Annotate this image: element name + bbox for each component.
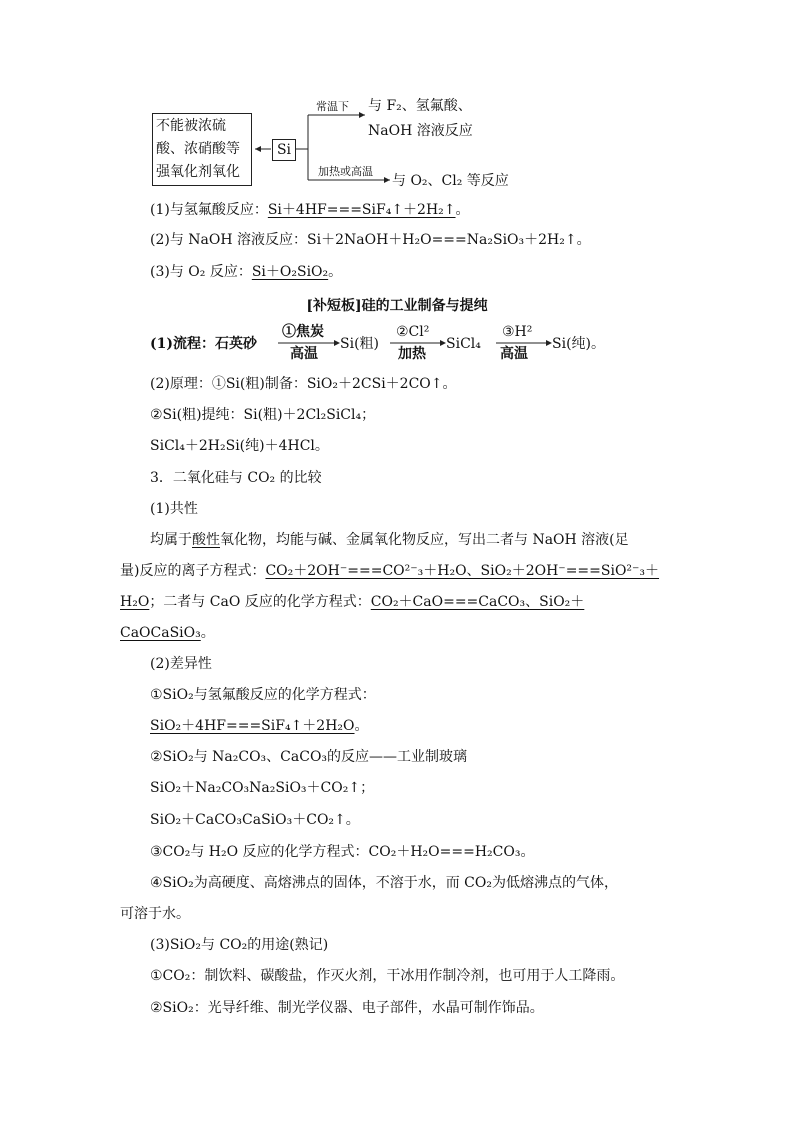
- l3-answer: Si＋O₂SiO₂: [251, 264, 329, 280]
- d3-end: 。: [354, 718, 369, 734]
- difference-5: SiO₂＋CaCO₃CaSiO₃＋CO₂↑。: [150, 812, 360, 828]
- flow-product-3: Si(纯)。: [552, 336, 605, 352]
- flow-arrows: [270, 330, 560, 360]
- flow-step2-bottom: 加热: [398, 346, 426, 362]
- d3-answer: SiO₂＋4HF===SiF₄↑＋2H₂O: [150, 718, 355, 734]
- flow-step3-bottom: 高温: [500, 346, 528, 362]
- common-heading: (1)共性: [150, 501, 198, 517]
- l1-prefix: (1)与氢氟酸反应：: [150, 202, 268, 218]
- flow-product-2: SiCl₄: [446, 336, 481, 352]
- difference-3: ②SiO₂与 Na₂CO₃、CaCO₃的反应——工业制玻璃: [150, 749, 468, 765]
- principle-1: (2)原理：①Si(粗)制备：SiO₂＋2CSi＋2CO↑。: [150, 376, 457, 392]
- c3-answer: CO₂＋2OH⁻===CO²⁻₃＋H₂O、SiO₂＋2OH⁻===SiO²⁻₃＋: [265, 563, 660, 579]
- diagram-box: [152, 113, 252, 186]
- l1-answer: Si＋4HF===SiF₄↑＋2H₂↑: [267, 202, 456, 218]
- uses-heading: (3)SiO₂与 CO₂的用途(熟记): [150, 937, 329, 953]
- l3-prefix: (3)与 O₂ 反应：: [150, 264, 252, 280]
- flow-step2-top: ②Cl²: [396, 324, 430, 340]
- c5-answer: CaOCaSiO₃: [120, 625, 201, 641]
- common-line-1: [150, 530, 629, 550]
- c4-answer-1: H₂O: [120, 594, 150, 610]
- difference-7: ④SiO₂为高硬度、高熔沸点的固体，不溶于水，而 CO₂为低熔沸点的气体，: [150, 875, 618, 891]
- bottom-condition: 加热或高温: [318, 165, 373, 178]
- c5-end: 。: [200, 625, 215, 641]
- l1-end: 。: [455, 202, 470, 218]
- c3-prefix: 量)反应的离子方程式：: [120, 563, 266, 579]
- section-3-title: 3．二氧化硅与 CO₂ 的比较: [150, 470, 322, 486]
- uses-co2: ①CO₂：制饮料、碳酸盐，作灭火剂，干冰用作制冷剂，也可用于人工降雨。: [150, 968, 625, 984]
- box-line-3: 强氧化剂氧化: [156, 164, 240, 180]
- difference-4: SiO₂＋Na₂CO₃Na₂SiO₃＋CO₂↑；: [150, 780, 375, 796]
- c4-middle: ；二者与 CaO 反应的化学方程式：: [149, 594, 371, 610]
- flow-step3-top: ③H²: [502, 324, 533, 340]
- l3-end: 。: [328, 264, 343, 280]
- common-line-4: [120, 623, 215, 643]
- flow-step1-top: ①焦炭: [282, 324, 324, 340]
- bottom-result: 与 O₂、Cl₂ 等反应: [392, 173, 509, 189]
- line-1: [150, 200, 470, 220]
- si-box: Si: [272, 139, 296, 161]
- top-result-1: 与 F₂、氢氟酸、: [368, 98, 472, 114]
- difference-heading: (2)差异性: [150, 656, 212, 672]
- section-heading: [补短板]硅的工业制备与提纯: [306, 298, 488, 314]
- flow-step1-bottom: 高温: [290, 346, 318, 362]
- line-3: [150, 262, 342, 282]
- principle-3: SiCl₄＋2H₂Si(纯)＋4HCl。: [150, 438, 329, 454]
- c2-answer: 酸性: [192, 532, 220, 548]
- c2-prefix: 均属于: [150, 532, 192, 548]
- difference-8: 可溶于水。: [120, 906, 190, 922]
- principle-2: ②Si(粗)提纯：Si(粗)＋2Cl₂SiCl₄；: [150, 407, 376, 423]
- difference-2: [150, 716, 369, 736]
- box-line-2: 酸、浓硝酸等: [156, 141, 240, 157]
- uses-sio2: ②SiO₂：光导纤维、制光学仪器、电子部件，水晶可制作饰品。: [150, 1000, 544, 1016]
- top-condition: 常温下: [316, 100, 349, 113]
- common-line-3: [120, 592, 584, 612]
- c4-answer-2: CO₂＋CaO===CaCO₃、SiO₂＋: [370, 594, 585, 610]
- difference-6: ③CO₂与 H₂O 反应的化学方程式：CO₂＋H₂O===H₂CO₃。: [150, 844, 535, 860]
- box-line-1: 不能被浓硫: [156, 118, 226, 134]
- difference-1: ①SiO₂与氢氟酸反应的化学方程式：: [150, 687, 376, 703]
- c2-rest: 氧化物，均能与碱、金属氧化物反应，写出二者与 NaOH 溶液(足: [220, 532, 629, 548]
- flow-label: (1)流程：石英砂: [150, 336, 257, 352]
- top-result-2: NaOH 溶液反应: [368, 123, 473, 139]
- line-2: (2)与 NaOH 溶液反应：Si＋2NaOH＋H₂O===Na₂SiO₃＋2H₂↑。: [150, 232, 591, 248]
- flow-product-1: Si(粗): [340, 336, 379, 352]
- common-line-2: [120, 561, 659, 581]
